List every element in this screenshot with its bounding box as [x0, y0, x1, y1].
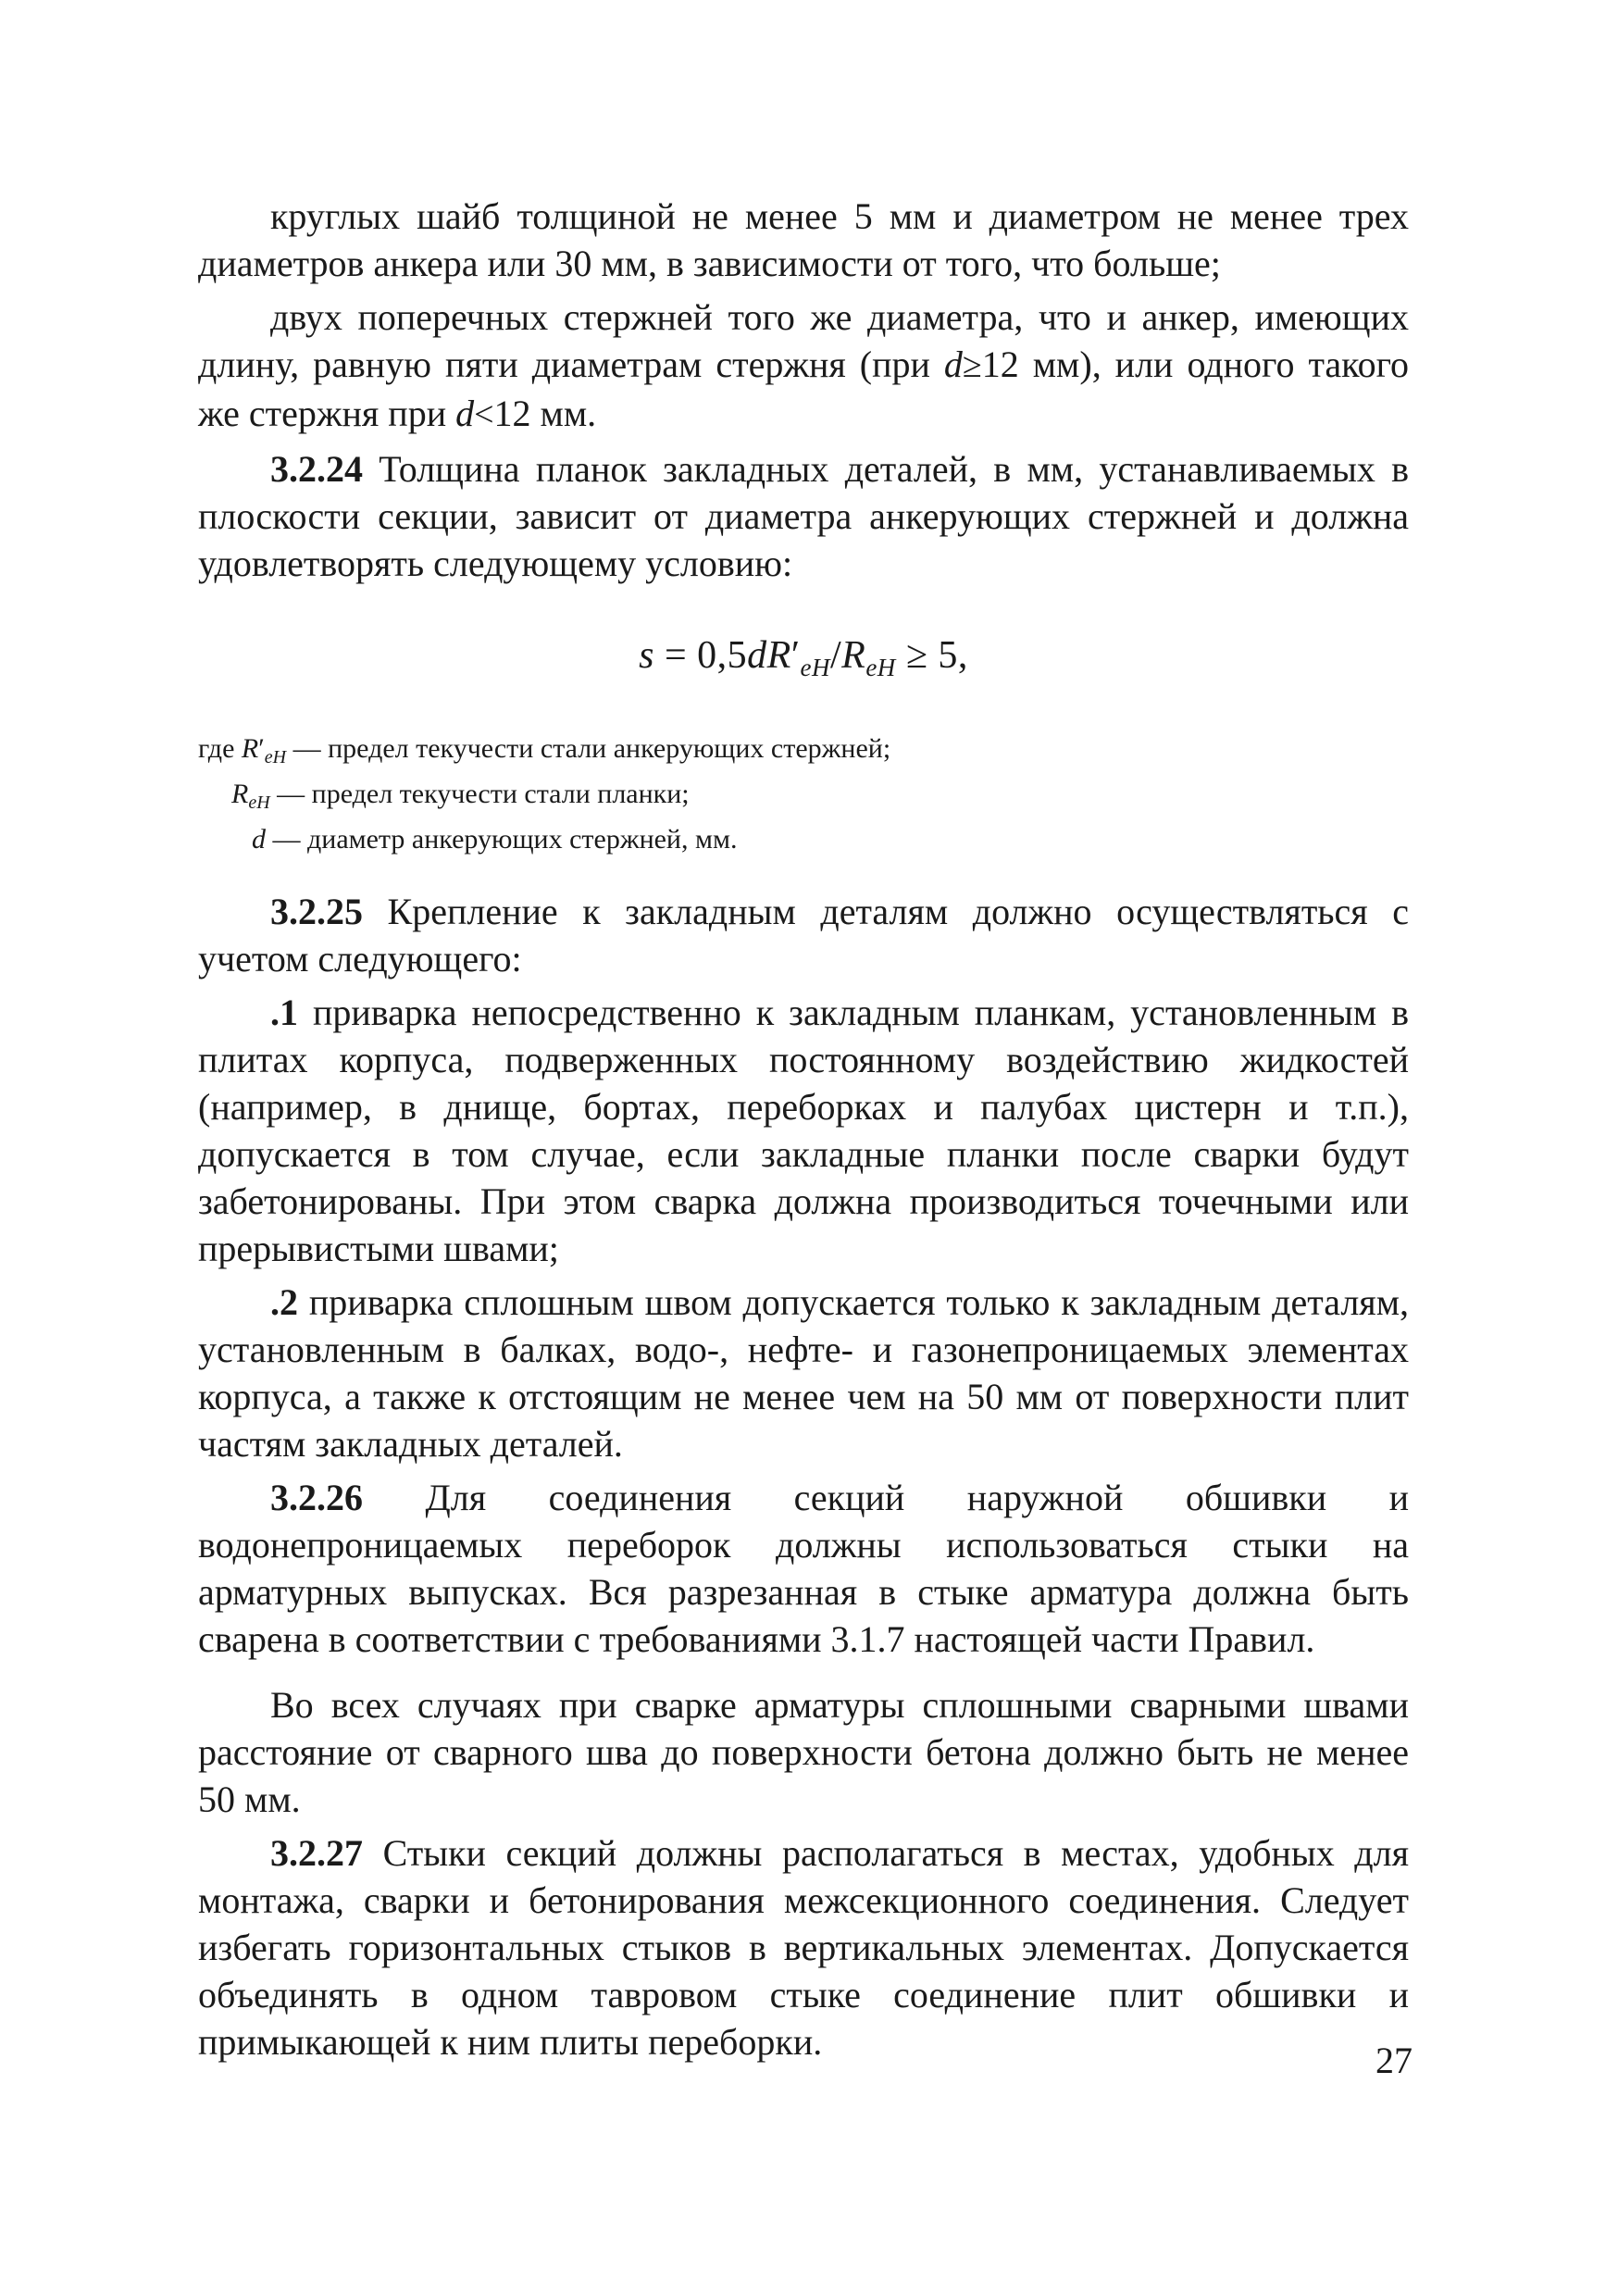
formula-slash: / [830, 634, 842, 677]
definition-prime: ′ [258, 733, 265, 764]
definition-where: где [198, 733, 242, 764]
formula-prime: ′ [790, 634, 801, 677]
section-3-2-25 [198, 888, 1409, 982]
definition-text: — предел текучести стали анкерующих стержней; [286, 733, 891, 764]
var-d: d [455, 393, 475, 434]
geq-symbol: ≥ [962, 346, 982, 385]
formula-rhs: 5, [938, 634, 968, 677]
section-number: 3.2.26 [270, 1477, 363, 1518]
lt-symbol: < [474, 395, 494, 434]
formula-coef: 0,5 [697, 634, 748, 677]
cross-bars-text-a: двух поперечных стержней того же диаметра, что и анкер, имеющих длину, равную пяти диаметрам стержня (при [198, 296, 1409, 385]
formula-eq: = [653, 634, 698, 677]
section-text: Толщина планок закладных деталей, в мм, устанавливаемых в плоскости секции, зависит от диаметра анкерующих стержней и должна удовлетворять следующему условию: [198, 448, 1409, 584]
list-item-text: приварка непосредственно к закладным планкам, установленным в плитах корпуса, подверженных постоянному воздействию жидкостей (например, в днище, бортах, переборках и палубах цистерн и т.п.), допускается в том случае, если закладные планки после сварки будут забетонированы. При этом сварка должна производиться точечными или прерывистыми швами; [198, 992, 1409, 1269]
definition-sub: eH [248, 792, 270, 813]
formula-R1: R [766, 634, 791, 677]
definition-symbol: R [231, 779, 249, 809]
formula-d: d [747, 634, 767, 677]
formula-R2-sub: eH [865, 654, 896, 681]
formula-thickness [198, 630, 1409, 693]
section-text: Крепление к закладным деталям должно осуществляться с учетом следующего: [198, 891, 1409, 980]
definition-text: — диаметр анкерующих стержней, мм. [266, 824, 738, 855]
definition-sub: eH [264, 747, 287, 767]
paragraph-weld-text: Во всех случаях при сварке арматуры сплошными сварными швами расстояние от сварного шва до поверхности бетона должно быть не менее 50 мм. [198, 1684, 1409, 1820]
definition-row [198, 730, 1409, 776]
formula-s: s [639, 634, 654, 677]
page-body [198, 193, 1409, 2072]
definition-symbol: R [241, 733, 259, 764]
paragraph-washers-text: круглых шайб толщиной не менее 5 мм и диаметром не менее трех диаметров анкера или 30 мм, в зависимости от того, что больше; [198, 195, 1409, 284]
section-3-2-26 [198, 1474, 1409, 1663]
list-item-1 [198, 989, 1409, 1272]
list-item-2 [198, 1279, 1409, 1467]
definition-row [198, 821, 1409, 858]
list-item-text: приварка сплошным швом допускается только к закладным деталям, установленным в балках, водо-, нефте- и газонепроницаемых элементах корпуса, а также к отстоящим не менее чем на 50 мм от поверхности плит частям закладных деталей. [198, 1281, 1409, 1465]
definition-row [198, 776, 1409, 821]
section-3-2-27 [198, 1829, 1409, 2065]
var-d: d [943, 343, 963, 385]
list-item-number: .1 [270, 992, 298, 1033]
formula-geq: ≥ [895, 634, 939, 677]
definition-text: — предел текучести стали планки; [269, 779, 690, 809]
cross-bars-text-c: 12 мм. [493, 393, 597, 434]
formula-R2: R [841, 634, 866, 677]
list-item-number: .2 [270, 1281, 298, 1323]
formula-R1-sub: eH [800, 654, 830, 681]
definition-symbol: d [252, 824, 266, 855]
paragraph-weld-distance [198, 1681, 1409, 1823]
paragraph-cross-bars [198, 293, 1409, 439]
section-number: 3.2.27 [270, 1832, 363, 1874]
page-number: 27 [1375, 2040, 1413, 2081]
formula-definitions [198, 730, 1409, 858]
section-text: Стыки секций должны располагаться в местах, удобных для монтажа, сварки и бетонирования межсекционного соединения. Следует избегать горизонтальных стыков в вертикальных элементах. Допускается объединять в одном тавровом стыке соединение плит обшивки и примыкающей к ним плиты переборки. [198, 1832, 1409, 2063]
section-text: Для соединения секций наружной обшивки и водонепроницаемых переборок должны использоваться стыки на арматурных выпусках. Вся разрезанная в стыке арматура должна быть сварена в соответствии с требованиями 3.1.7 настоящей части Правил. [198, 1477, 1409, 1660]
paragraph-washers [198, 193, 1409, 287]
cross-bars-text-b: 12 мм), или одного такого же стержня при [198, 343, 1409, 434]
section-3-2-24 [198, 445, 1409, 587]
section-number: 3.2.24 [270, 448, 363, 490]
section-number: 3.2.25 [270, 891, 363, 932]
